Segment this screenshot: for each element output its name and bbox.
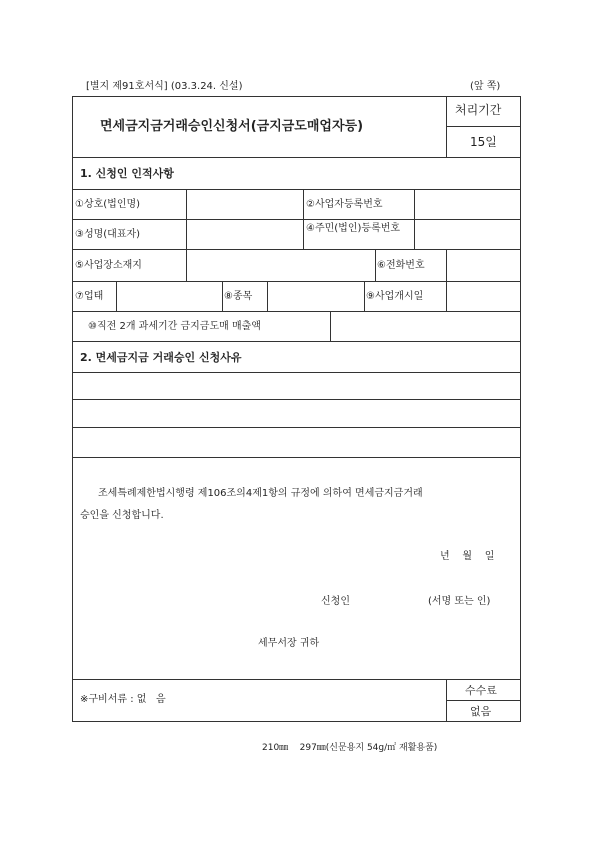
label-resident-no: ④주민(법인)등록번호 <box>306 223 401 234</box>
divider <box>72 281 521 282</box>
form-title: 면세금지금거래승인신청서(금지금도매업자등) <box>100 119 364 134</box>
divider <box>72 341 521 342</box>
address-field[interactable] <box>188 251 373 279</box>
declaration-line-1: 조세특례제한법시행령 제106조의4제1항의 규정에 의하여 면세금지금거래 <box>98 488 423 499</box>
label-sales: ⑩직전 2개 과세기간 금지금도매 매출액 <box>88 321 261 332</box>
fee-value: 없음 <box>470 705 492 718</box>
processing-period-label: 처리기간 <box>455 103 502 117</box>
form-reference: [별지 제91호서식] (03.3.24. 신설) <box>86 81 243 92</box>
divider <box>116 281 117 311</box>
label-name: ③성명(대표자) <box>75 229 141 240</box>
section-1-heading: 1. 신청인 인적사항 <box>80 167 174 180</box>
divider <box>446 679 447 722</box>
label-phone: ⑥전화번호 <box>377 260 425 271</box>
item-field[interactable] <box>269 283 362 309</box>
fee-label: 수수료 <box>465 684 497 697</box>
divider <box>72 457 521 458</box>
divider <box>222 281 223 311</box>
reason-line-1[interactable] <box>74 374 519 397</box>
divider <box>72 399 521 400</box>
divider <box>446 126 521 127</box>
divider <box>186 189 187 249</box>
business-reg-no-field[interactable] <box>416 191 519 217</box>
divider <box>72 427 521 428</box>
divider <box>186 249 187 281</box>
label-item: ⑧종목 <box>224 291 253 302</box>
paper-specification: 210㎜ 297㎜(신문용지 54g/㎡ 재활용품) <box>262 743 438 753</box>
application-date[interactable]: 년 월 일 <box>440 551 495 562</box>
sales-field[interactable] <box>332 313 519 339</box>
divider <box>446 249 447 281</box>
divider <box>330 311 331 341</box>
declaration-line-2: 승인을 신청합니다. <box>80 510 164 521</box>
divider <box>364 281 365 311</box>
section-2-heading: 2. 면세금지금 거래승인 신청사유 <box>80 351 242 364</box>
label-business-reg-no: ②사업자등록번호 <box>306 199 383 210</box>
signature-field[interactable]: (서명 또는 인) <box>428 596 491 607</box>
divider <box>72 189 521 190</box>
page-side: (앞 쪽) <box>470 81 501 92</box>
divider <box>72 372 521 373</box>
applicant-label: 신청인 <box>321 596 350 607</box>
processing-period-value: 15일 <box>470 135 497 149</box>
divider <box>446 96 447 157</box>
divider <box>72 219 521 220</box>
label-trade-name: ①상호(법인명) <box>75 199 141 210</box>
divider <box>303 189 304 249</box>
divider <box>72 157 521 158</box>
divider <box>72 679 521 680</box>
trade-name-field[interactable] <box>188 191 301 217</box>
divider <box>375 249 376 281</box>
divider <box>446 700 521 701</box>
name-field[interactable] <box>188 221 301 247</box>
divider <box>414 189 415 249</box>
start-date-field[interactable] <box>448 283 519 309</box>
label-start-date: ⑨사업개시일 <box>366 291 424 302</box>
divider <box>72 311 521 312</box>
label-business-type: ⑦업태 <box>75 291 104 302</box>
required-documents: ※구비서류 : 없 음 <box>80 694 166 705</box>
reason-line-2[interactable] <box>74 401 519 425</box>
divider <box>446 281 447 311</box>
reason-line-3[interactable] <box>74 429 519 455</box>
resident-no-field[interactable] <box>416 221 519 247</box>
business-type-field[interactable] <box>118 283 220 309</box>
divider <box>72 249 521 250</box>
phone-field[interactable] <box>448 251 519 279</box>
divider <box>267 281 268 311</box>
addressee: 세무서장 귀하 <box>258 638 320 649</box>
label-address: ⑤사업장소재지 <box>75 260 142 271</box>
